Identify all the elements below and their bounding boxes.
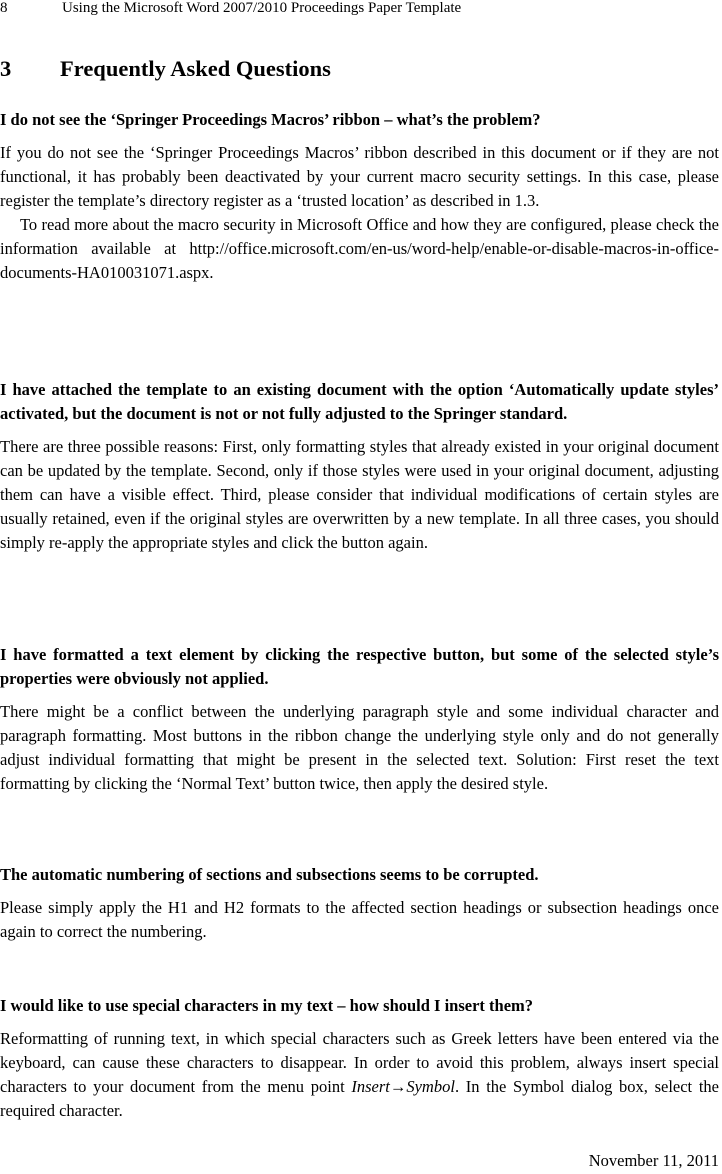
answer-paragraph: Please simply apply the H1 and H2 formats to the affected section headings or subsection headings once again to correct the numbering. — [0, 898, 719, 941]
faq-item-1 — [0, 108, 719, 285]
footer-date: November 11, 2011 — [588, 1151, 719, 1170]
answer-paragraph: There are three possible reasons: First, only formatting styles that already existed in your original document can be updated by the template. Second, only if those styles were used in your original document, adjusting them can have a visible effect. Third, please consider that individual modifications of certain styles are usually retained, even if the original styles are overwritten by a new template. In all three cases, you should simply re-apply the appropriate styles and click the button again. — [0, 437, 719, 552]
section-title: Frequently Asked Questions — [60, 56, 331, 81]
answer-text-tail: . In the Symbol dialog box, select the required character. — [0, 1077, 719, 1120]
faq-item-3 — [0, 643, 719, 796]
answer-paragraph: If you do not see the ‘Springer Proceedings Macros’ ribbon described in this document or if they are not functional, it has probably been deactivated by your current macro security settings. In this case, please register the template’s directory register as a ‘trusted location’ as described in 1.3. — [0, 143, 719, 210]
answer-paragraph — [0, 1027, 719, 1123]
faq-item-2 — [0, 378, 719, 555]
faq-question: I do not see the ‘Springer Proceedings Macros’ ribbon – what’s the problem? — [0, 110, 541, 129]
faq-answer — [0, 700, 719, 796]
page-number: 8 — [0, 0, 8, 16]
faq-answer — [0, 1027, 719, 1123]
faq-question: The automatic numbering of sections and subsections seems to be corrupted. — [0, 865, 539, 884]
section-number: 3 — [0, 56, 12, 81]
running-title: Using the Microsoft Word 2007/2010 Proceedings Paper Template — [62, 0, 462, 16]
faq-answer — [0, 896, 719, 944]
faq-item-5 — [0, 994, 719, 1123]
faq-question: I would like to use special characters in my text – how should I insert them? — [0, 996, 534, 1015]
answer-text: Reformatting of running text, in which special characters such as Greek letters have been entered via the keyboard, can cause these characters to disappear. In order to avoid this problem, always insert special characters to your document from the menu point — [0, 1029, 719, 1096]
faq-answer — [0, 435, 719, 555]
faq-item-4 — [0, 863, 719, 944]
faq-answer — [0, 141, 719, 285]
answer-paragraph: There might be a conflict between the underlying paragraph style and some individual character and paragraph formatting. Most buttons in the ribbon change the underlying style only and do not generally adjust individual formatting that might be present in the selected text. Solution: First reset the text formatting by clicking the ‘Normal Text’ button twice, then apply the desired style. — [0, 702, 719, 793]
faq-question: I have attached the template to an existing document with the option ‘Automatically update styles’ activated, but the document is not or not fully adjusted to the Springer standard. — [0, 380, 719, 423]
answer-paragraph: To read more about the macro security in Microsoft Office and how they are configured, please check the information available at http://office.microsoft.com/en-us/word-help/enable-or-disable-macros-in-office-documents-HA010031071.aspx. — [0, 215, 719, 282]
menu-path: Insert→Symbol — [351, 1077, 455, 1096]
section-heading — [0, 56, 331, 82]
faq-question: I have formatted a text element by clicking the respective button, but some of the selected style’s properties were obviously not applied. — [0, 645, 719, 688]
